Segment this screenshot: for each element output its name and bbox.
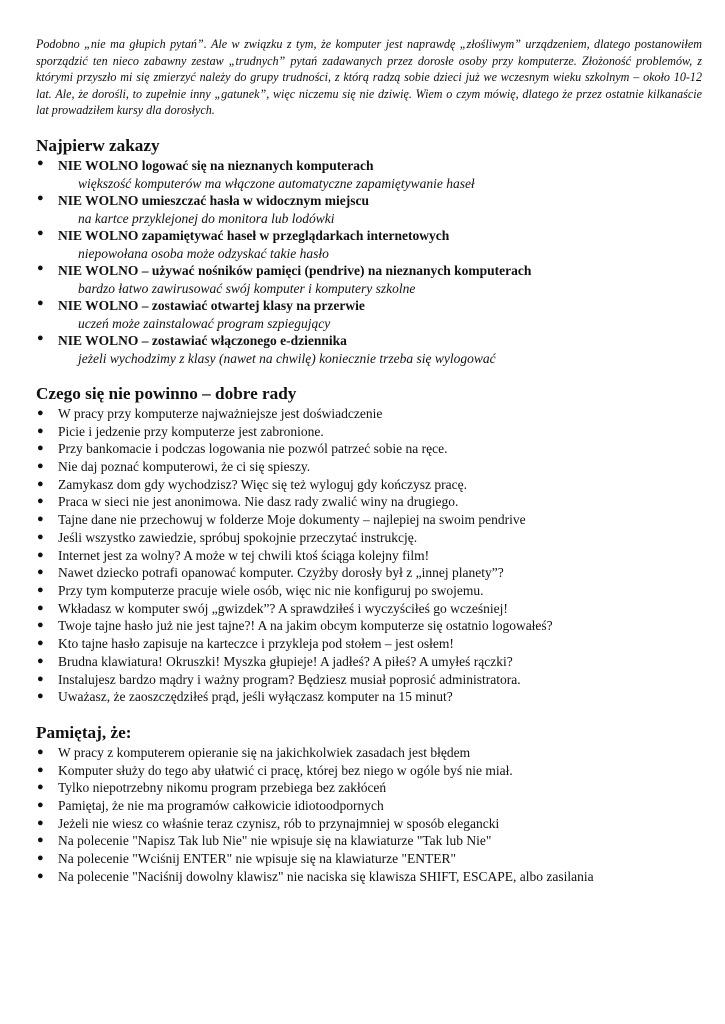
remember-item bbox=[36, 779, 702, 797]
remember-section bbox=[36, 723, 702, 886]
remember-item bbox=[36, 762, 702, 780]
bullet-icon: ● bbox=[37, 424, 44, 437]
ban-item bbox=[36, 297, 702, 332]
remember-item bbox=[36, 815, 702, 833]
ban-item-description: uczeń może zainstalować program szpiegujący bbox=[78, 315, 331, 331]
bullet-icon: ● bbox=[37, 672, 44, 685]
ban-item-row bbox=[36, 297, 702, 315]
ban-item-row bbox=[36, 157, 702, 175]
bullet-icon: ● bbox=[37, 799, 44, 812]
bullet-icon: ● bbox=[37, 834, 44, 847]
bullet-icon: ● bbox=[37, 654, 44, 667]
advice-item bbox=[36, 582, 702, 600]
advice-item-text: Kto tajne hasło zapisuje na karteczce i przykleja pod stołem – jest osłem! bbox=[58, 636, 454, 652]
remember-list bbox=[36, 744, 702, 886]
ban-item-title: NIE WOLNO logować się na nieznanych komputerach bbox=[58, 157, 374, 173]
advice-item bbox=[36, 440, 702, 458]
advice-item-text: Uważasz, że zaoszczędziłeś prąd, jeśli wyłączasz komputer na 15 minut? bbox=[58, 689, 453, 705]
ban-item bbox=[36, 262, 702, 297]
advice-item-text: Internet jest za wolny? A może w tej chwili ktoś ściąga kolejny film! bbox=[58, 547, 430, 563]
ban-item-title: NIE WOLNO zapamiętywać haseł w przeglądarkach internetowych bbox=[58, 227, 450, 243]
ban-item-title: NIE WOLNO umieszczać hasła w widocznym miejscu bbox=[58, 192, 369, 208]
bans-section bbox=[36, 136, 702, 367]
remember-item bbox=[36, 797, 702, 815]
ban-item-description: bardzo łatwo zawirusować swój komputer i komputery szkolne bbox=[78, 280, 416, 296]
advice-item-text: Przy tym komputerze pracuje wiele osób, więc nic nie konfiguruj po swojemu. bbox=[58, 583, 484, 598]
advice-item bbox=[36, 635, 702, 653]
ban-item-title: NIE WOLNO – używać nośników pamięci (pendrive) na nieznanych komputerach bbox=[58, 262, 532, 278]
bullet-icon: ● bbox=[37, 584, 44, 596]
document-page bbox=[36, 36, 702, 886]
advice-item-text: Instalujesz bardzo mądry i ważny program? Będziesz musiał poprosić administratora. bbox=[58, 671, 521, 687]
bullet-icon: ● bbox=[37, 460, 44, 473]
bullet-icon: ● bbox=[37, 601, 44, 614]
remember-heading: Pamiętaj, że: bbox=[36, 722, 132, 742]
ban-item-description: na kartce przyklejonej do monitora lub lodówki bbox=[78, 210, 335, 226]
ban-item-description: niepowołana osoba może odzyskać takie hasło bbox=[78, 245, 329, 261]
ban-item-row bbox=[36, 192, 702, 210]
bullet-icon: ● bbox=[37, 331, 44, 344]
bullet-icon: ● bbox=[37, 296, 44, 309]
bans-heading: Najpierw zakazy bbox=[36, 135, 160, 155]
advice-heading: Czego się nie powinno – dobre rady bbox=[36, 383, 297, 403]
bullet-icon: ● bbox=[37, 156, 44, 169]
ban-item bbox=[36, 227, 702, 262]
bans-list bbox=[36, 157, 702, 367]
bullet-icon: ● bbox=[37, 637, 44, 650]
bullet-icon: ● bbox=[37, 763, 44, 776]
advice-section bbox=[36, 384, 702, 706]
remember-item bbox=[36, 744, 702, 762]
bullet-icon: ● bbox=[37, 191, 44, 204]
advice-item bbox=[36, 458, 702, 476]
advice-item bbox=[36, 600, 702, 618]
advice-item-text: Nawet dziecko potrafi opanować komputer. Czyżby dorosły był z „innej planety”? bbox=[58, 565, 504, 581]
remember-item-text: Komputer służy do tego aby ułatwić ci pracę, której bez niego w ogóle byś nie miał. bbox=[58, 762, 513, 778]
intro-paragraph: Podobno „nie ma głupich pytań”. Ale w związku z tym, że komputer jest naprawdę „złośliwym” urządzeniem, dlatego postanowiłem sporządzić ten nieco zabawny zestaw „trudnych” pytań zadawanych przez dorosłe osoby przy komputerze. Złożoność problemów, z którymi przyszło mi się zmierzyć należy do grupy trudności, z którą radzą sobie dzieci już we wczesnym wieku szkolnym – około 10-12 lat. Ale, że dorośli, to zupełnie inny „gatunek”, więc niczemu się nie dziwię. Wiem o czym mówię, dlatego że przez ostatnie kilkanaście lat prowadziłem kursy dla dorosłych. bbox=[36, 37, 702, 118]
advice-item bbox=[36, 671, 702, 689]
advice-item-text: Wkładasz w komputer swój „gwizdek”? A sprawdziłeś i wyczyściłeś go wcześniej! bbox=[58, 600, 508, 616]
bullet-icon: ● bbox=[37, 619, 44, 632]
ban-item-row bbox=[36, 262, 702, 280]
advice-item-text: Zamykasz dom gdy wychodzisz? Więc się też wyloguj gdy kończysz pracę. bbox=[58, 476, 467, 492]
remember-item bbox=[36, 832, 702, 850]
bullet-icon: ● bbox=[37, 477, 44, 490]
advice-item-text: Picie i jedzenie przy komputerze jest zabronione. bbox=[58, 423, 324, 439]
advice-item-text: Tajne dane nie przechowuj w folderze Moje dokumenty – najlepiej na swoim pendrive bbox=[58, 512, 526, 528]
bullet-icon: ● bbox=[37, 530, 44, 543]
ban-item bbox=[36, 332, 702, 367]
remember-item-text: W pracy z komputerem opieranie się na jakichkolwiek zasadach jest błędem bbox=[58, 744, 471, 760]
bullet-icon: ● bbox=[37, 226, 44, 239]
remember-item-text: Pamiętaj, że nie ma programów całkowicie idiotoodpornych bbox=[58, 798, 384, 814]
advice-item-text: Nie daj poznać komputerowi, że ci się spieszy. bbox=[58, 459, 311, 475]
remember-item bbox=[36, 868, 702, 886]
advice-item-text: Brudna klawiatura! Okruszki! Myszka głupieje! A jadłeś? A piłeś? A umyłeś rączki? bbox=[58, 653, 513, 669]
advice-item bbox=[36, 493, 702, 511]
advice-item-text: Jeśli wszystko zawiedzie, spróbuj spokojnie przeczytać instrukcję. bbox=[58, 529, 418, 545]
bullet-icon: ● bbox=[37, 690, 44, 703]
advice-item-text: Przy bankomacie i podczas logowania nie pozwól patrzeć sobie na ręce. bbox=[58, 441, 448, 457]
bullet-icon: ● bbox=[37, 816, 44, 829]
advice-item bbox=[36, 617, 702, 635]
ban-item-title: NIE WOLNO – zostawiać otwartej klasy na przerwie bbox=[58, 297, 365, 313]
ban-item-description: jeżeli wychodzimy z klasy (nawet na chwilę) koniecznie trzeba się wylogować bbox=[78, 350, 496, 366]
bullet-icon: ● bbox=[37, 513, 44, 526]
remember-item bbox=[36, 850, 702, 868]
remember-item-text: Tylko niepotrzebny nikomu program przebiega bez zakłóceń bbox=[58, 780, 387, 796]
bullet-icon: ● bbox=[37, 781, 44, 794]
ban-item bbox=[36, 157, 702, 192]
ban-item-row bbox=[36, 332, 702, 350]
bullet-icon: ● bbox=[37, 745, 44, 758]
advice-item bbox=[36, 564, 702, 582]
ban-item-description: większość komputerów ma włączone automatyczne zapamiętywanie haseł bbox=[78, 175, 475, 191]
remember-item-text: Na polecenie "Naciśnij dowolny klawisz" nie naciska się klawisza SHIFT, ESCAPE, albo zasilania bbox=[58, 868, 594, 884]
advice-item-text: Praca w sieci nie jest anonimowa. Nie dasz rady zwalić winy na drugiego. bbox=[58, 494, 459, 510]
advice-item bbox=[36, 547, 702, 565]
remember-item-text: Na polecenie "Napisz Tak lub Nie" nie wpisuje się na klawiaturze "Tak lub Nie" bbox=[58, 833, 492, 849]
advice-list bbox=[36, 405, 702, 706]
remember-item-text: Na polecenie "Wciśnij ENTER" nie wpisuje się na klawiaturze "ENTER" bbox=[58, 851, 457, 867]
bullet-icon: ● bbox=[37, 852, 44, 865]
advice-item-text: Twoje tajne hasło już nie jest tajne?! A na jakim obcym komputerze się ostatnio logowałeś? bbox=[58, 618, 553, 634]
advice-item bbox=[36, 423, 702, 441]
advice-item bbox=[36, 688, 702, 706]
advice-item-text: W pracy przy komputerze najważniejsze jest doświadczenie bbox=[58, 405, 383, 421]
ban-item bbox=[36, 192, 702, 227]
bullet-icon: ● bbox=[37, 442, 44, 455]
advice-item bbox=[36, 405, 702, 423]
ban-item-title: NIE WOLNO – zostawiać włączonego e-dziennika bbox=[58, 332, 347, 348]
bullet-icon: ● bbox=[37, 566, 44, 579]
advice-item bbox=[36, 476, 702, 494]
bullet-icon: ● bbox=[37, 261, 44, 274]
advice-item bbox=[36, 653, 702, 671]
bullet-icon: ● bbox=[37, 548, 44, 561]
ban-item-row bbox=[36, 227, 702, 245]
advice-item bbox=[36, 511, 702, 529]
remember-item-text: Jeżeli nie wiesz co właśnie teraz czynisz, rób to przynajmniej w sposób elegancki bbox=[58, 815, 500, 831]
advice-item bbox=[36, 529, 702, 547]
bullet-icon: ● bbox=[37, 869, 44, 882]
bullet-icon: ● bbox=[37, 406, 44, 419]
bullet-icon: ● bbox=[37, 495, 44, 508]
